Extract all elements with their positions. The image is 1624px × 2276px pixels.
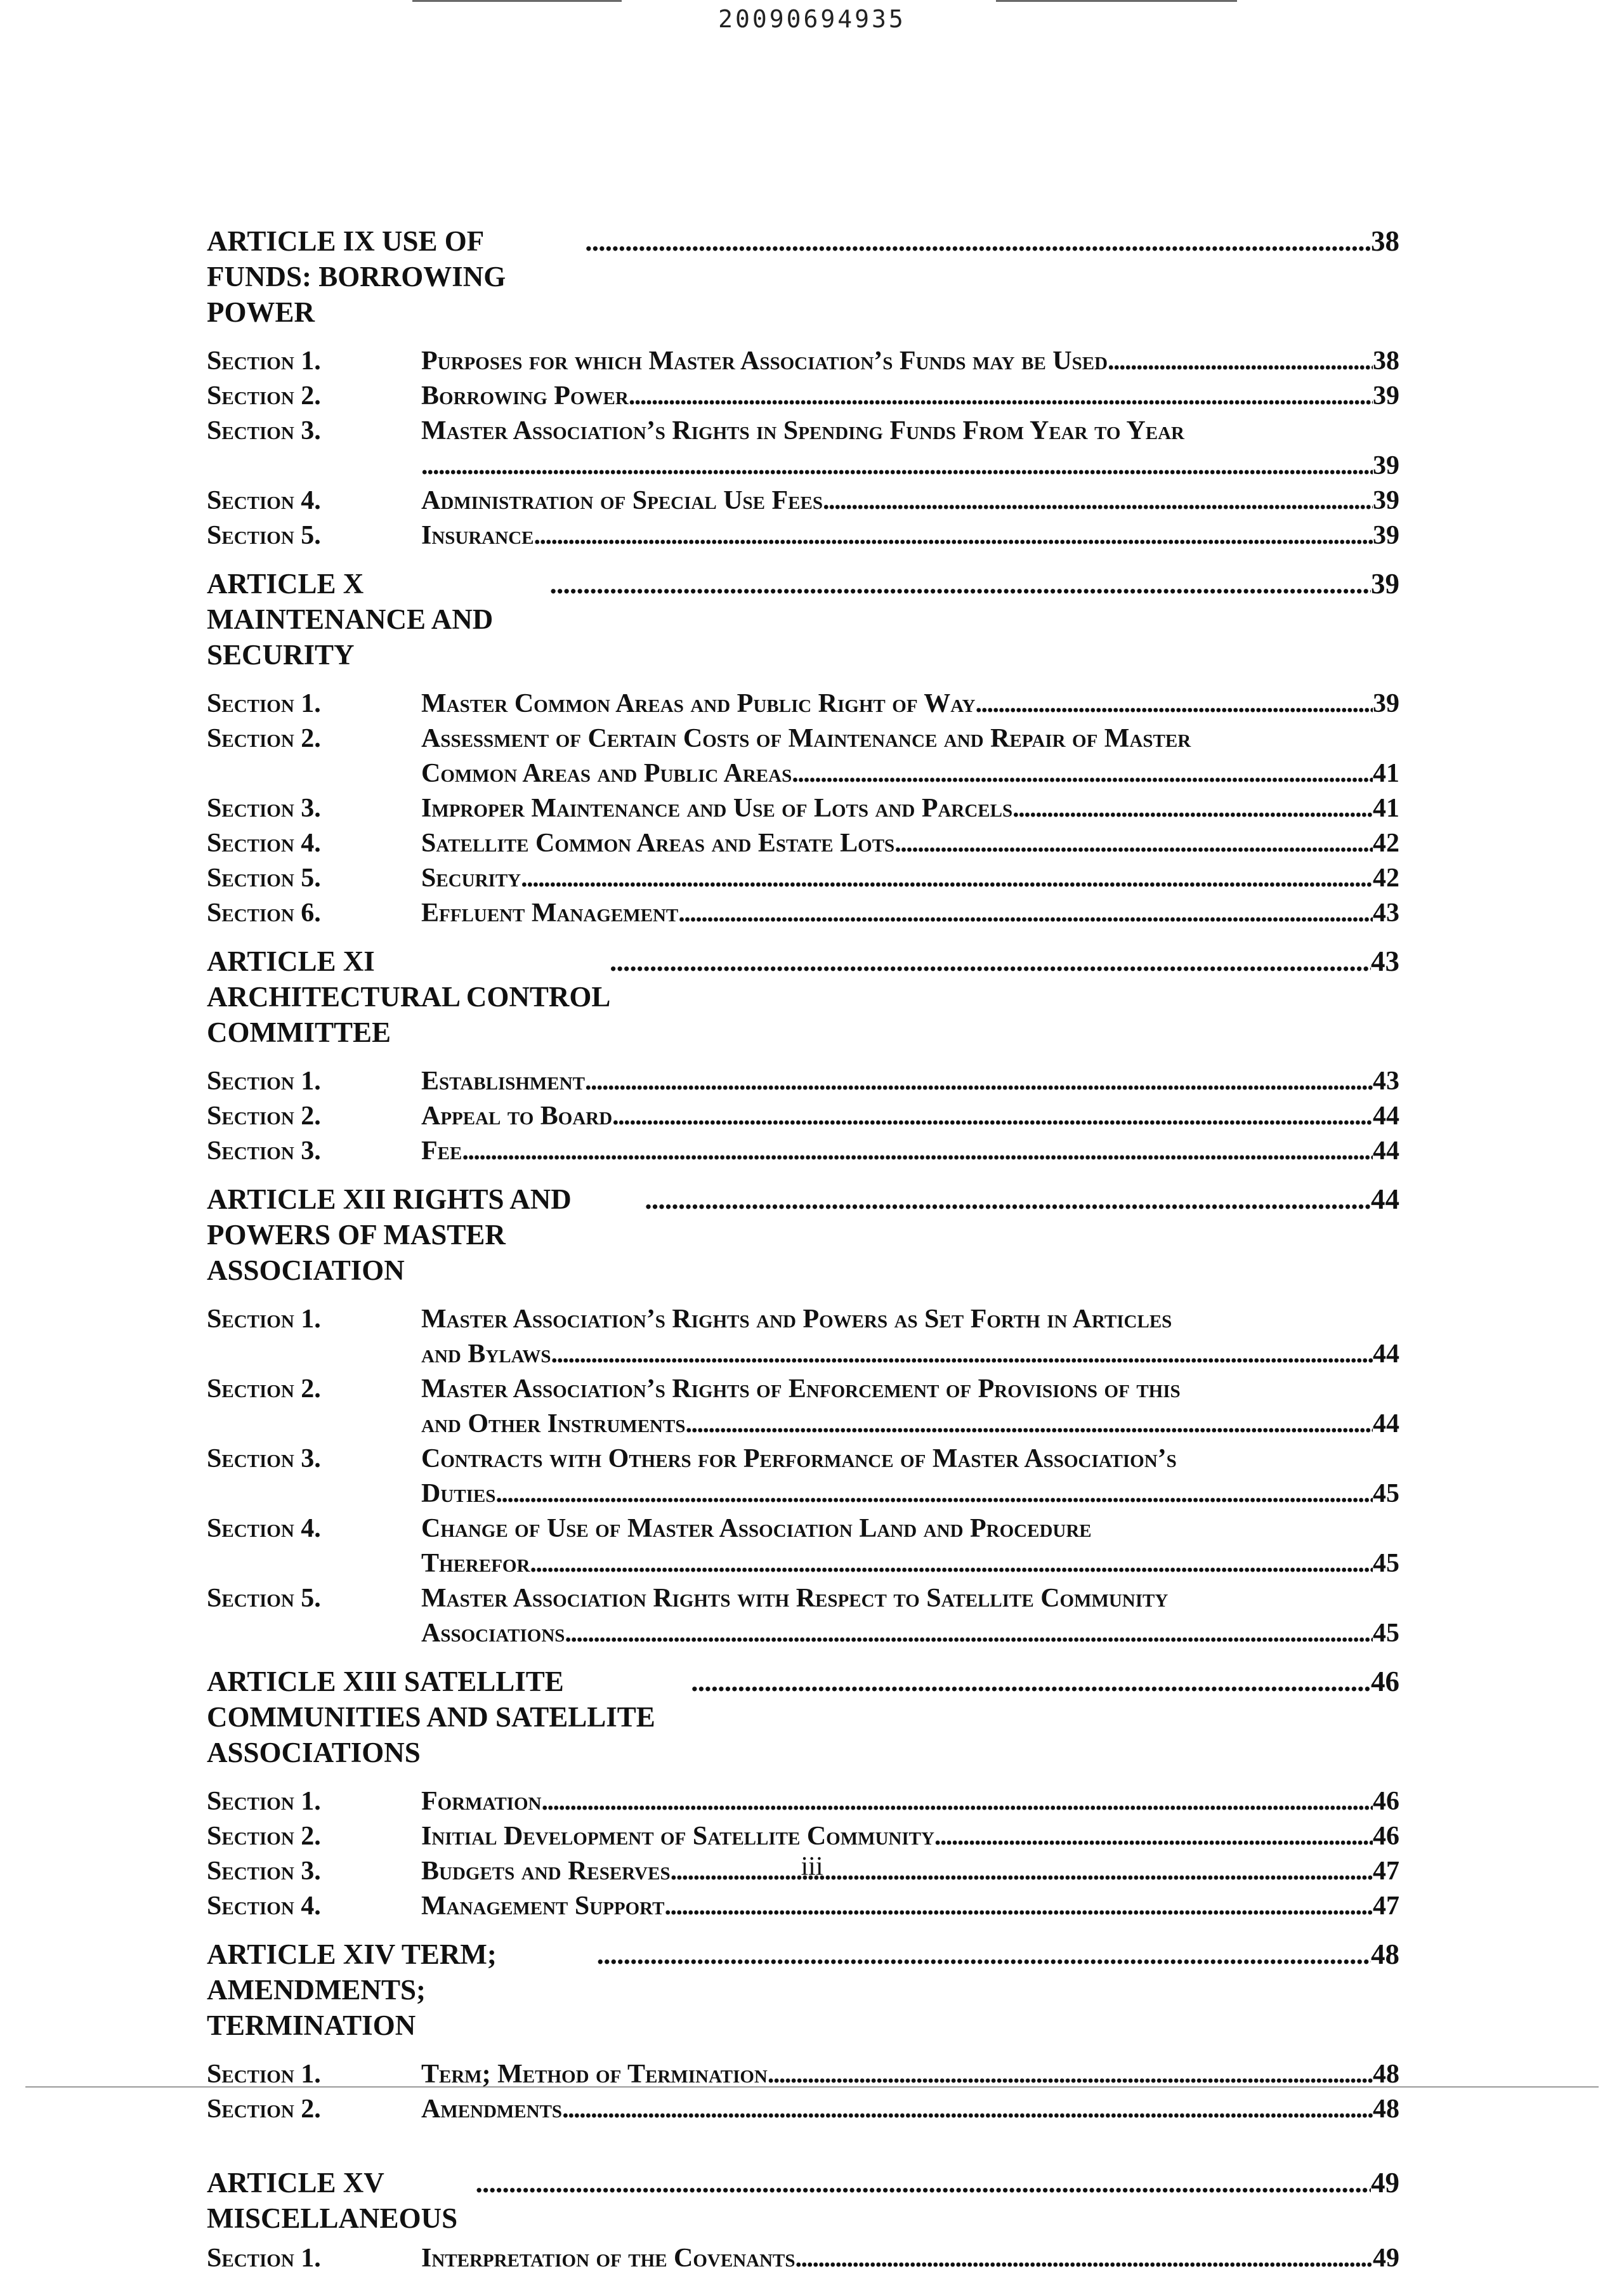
section-label: Section 3. bbox=[207, 794, 321, 823]
section-entry[interactable] bbox=[207, 1819, 1399, 1854]
section-entry[interactable] bbox=[207, 414, 1399, 483]
section-page: 46 bbox=[1373, 1787, 1399, 1816]
section-entry[interactable] bbox=[207, 721, 1399, 791]
section-title-text: Borrowing Power bbox=[421, 381, 629, 411]
section-title bbox=[421, 861, 1399, 896]
section-label: Section 1. bbox=[207, 1787, 321, 1816]
section-page: 45 bbox=[1373, 1619, 1399, 1648]
section-title-line bbox=[421, 1099, 1399, 1134]
section-label: Section 2. bbox=[207, 2095, 321, 2124]
section-page: 45 bbox=[1373, 1549, 1399, 1578]
section-title-line bbox=[421, 1546, 1399, 1581]
section-title-line: Assessment of Certain Costs of Maintenance and Repair of Master bbox=[421, 724, 1191, 753]
section-page: 41 bbox=[1373, 794, 1399, 823]
section-page: 43 bbox=[1373, 1067, 1399, 1096]
article-heading[interactable] bbox=[207, 2165, 1399, 2236]
section-page: 46 bbox=[1373, 1822, 1399, 1851]
section-entry[interactable] bbox=[207, 2092, 1399, 2127]
section-entry[interactable] bbox=[207, 861, 1399, 896]
dot-leader bbox=[462, 1134, 1373, 1169]
section-title-text: Amendments bbox=[421, 2095, 563, 2124]
section-title-line bbox=[421, 1616, 1399, 1651]
section-title bbox=[421, 1581, 1399, 1651]
section-title-text: Budgets and Reserves bbox=[421, 1857, 671, 1886]
dot-leader bbox=[562, 2092, 1373, 2127]
section-title bbox=[421, 483, 1399, 518]
section-label: Section 4. bbox=[207, 1891, 321, 1921]
article-page: 49 bbox=[1371, 2167, 1399, 2199]
section-title bbox=[421, 414, 1399, 483]
section-label: Section 5. bbox=[207, 521, 321, 550]
section-entry[interactable] bbox=[207, 1581, 1399, 1651]
section-title-line bbox=[421, 1064, 1399, 1099]
dot-leader bbox=[541, 1784, 1373, 1819]
article-title: ARTICLE XIV TERM; AMENDMENTS; TERMINATION bbox=[207, 1938, 497, 2041]
section-label: Section 4. bbox=[207, 486, 321, 515]
section-entry[interactable] bbox=[207, 1889, 1399, 1924]
section-title bbox=[421, 1372, 1399, 1442]
section-title-text: Initial Development of Satellite Community bbox=[421, 1822, 934, 1851]
section-title-line bbox=[421, 1819, 1399, 1854]
section-title-text: Duties bbox=[421, 1479, 496, 1508]
section-entry[interactable] bbox=[207, 1302, 1399, 1372]
section-title-line bbox=[421, 379, 1399, 414]
section-title-line: Master Association’s Rights and Powers as Set Forth in Articles bbox=[421, 1305, 1172, 1334]
section-page: 39 bbox=[1373, 689, 1399, 718]
article-page: 38 bbox=[1371, 225, 1399, 257]
article-page: 43 bbox=[1371, 945, 1399, 977]
section-page: 42 bbox=[1373, 864, 1399, 893]
section-title-text: Interpretation of the Covenants bbox=[421, 2244, 796, 2273]
section-entry[interactable] bbox=[207, 1442, 1399, 1511]
section-title-text: Insurance bbox=[421, 521, 534, 550]
dot-leader bbox=[534, 518, 1373, 553]
article-title: ARTICLE XIII SATELLITE COMMUNITIES AND SATELLITE ASSOCIATIONS bbox=[207, 1666, 655, 1768]
dot-leader bbox=[610, 944, 1371, 979]
section-label: Section 2. bbox=[207, 1374, 321, 1404]
article-title: ARTICLE XI ARCHITECTURAL CONTROL COMMITTEE bbox=[207, 945, 609, 1048]
section-title bbox=[421, 1784, 1399, 1819]
section-label: Section 3. bbox=[207, 1444, 321, 1473]
article-heading[interactable] bbox=[207, 1937, 1399, 2043]
dot-leader bbox=[550, 566, 1372, 602]
section-title-text: Effluent Management bbox=[421, 898, 679, 928]
section-title-text: Fee bbox=[421, 1136, 462, 1166]
table-of-contents bbox=[207, 223, 1399, 2276]
section-label: Section 3. bbox=[207, 416, 321, 445]
section-label: Section 1. bbox=[207, 346, 321, 376]
section-title-line bbox=[421, 1134, 1399, 1169]
section-page: 39 bbox=[1373, 381, 1399, 411]
section-title-text: Appeal to Board bbox=[421, 1102, 613, 1131]
section-label: Section 4. bbox=[207, 1514, 321, 1543]
section-title-line: Master Association’s Rights in Spending Funds From Year to Year bbox=[421, 416, 1184, 445]
section-title-line bbox=[421, 2241, 1399, 2276]
dot-leader bbox=[678, 896, 1373, 931]
section-title-text: and Bylaws bbox=[421, 1339, 551, 1369]
dot-leader bbox=[792, 756, 1373, 791]
section-title-text: Administration of Special Use Fees bbox=[421, 486, 823, 515]
article-heading[interactable] bbox=[207, 566, 1399, 673]
section-entry[interactable] bbox=[207, 1372, 1399, 1442]
dot-leader bbox=[1012, 791, 1373, 826]
section-title-line: Contracts with Others for Performance of Master Association’s bbox=[421, 1444, 1177, 1473]
section-label: Section 3. bbox=[207, 1136, 321, 1166]
section-title bbox=[421, 1064, 1399, 1099]
section-page: 39 bbox=[1373, 521, 1399, 550]
article-heading[interactable] bbox=[207, 1181, 1399, 1288]
scan-rule-top-left bbox=[412, 0, 622, 2]
article-heading[interactable] bbox=[207, 1664, 1399, 1770]
section-page: 47 bbox=[1373, 1857, 1399, 1886]
article-title: ARTICLE XII RIGHTS AND POWERS OF MASTER ASSOCIATION bbox=[207, 1183, 572, 1286]
dot-leader bbox=[612, 1099, 1373, 1134]
section-title-line bbox=[421, 1337, 1399, 1372]
section-title-line bbox=[421, 483, 1399, 518]
section-title-text: Security bbox=[421, 864, 521, 893]
section-title bbox=[421, 1819, 1399, 1854]
article-title: ARTICLE IX USE OF FUNDS: BORROWING POWER bbox=[207, 225, 506, 328]
section-entry[interactable] bbox=[207, 791, 1399, 826]
dot-leader bbox=[521, 861, 1373, 896]
section-title-line bbox=[421, 2057, 1399, 2092]
dot-leader bbox=[894, 826, 1373, 861]
section-page: 43 bbox=[1373, 898, 1399, 928]
article-heading[interactable] bbox=[207, 223, 1399, 330]
dot-leader bbox=[1108, 344, 1373, 379]
section-title bbox=[421, 379, 1399, 414]
section-title-text: Common Areas and Public Areas bbox=[421, 759, 792, 788]
section-label: Section 2. bbox=[207, 381, 321, 411]
dot-leader bbox=[823, 483, 1373, 518]
section-title bbox=[421, 2092, 1399, 2127]
dot-leader bbox=[421, 449, 1373, 483]
section-entry[interactable] bbox=[207, 483, 1399, 518]
section-title bbox=[421, 826, 1399, 861]
section-title-text: Formation bbox=[421, 1787, 542, 1816]
section-title-text: Term; Method of Termination bbox=[421, 2060, 768, 2089]
section-title bbox=[421, 1134, 1399, 1169]
section-page: 44 bbox=[1373, 1136, 1399, 1166]
section-entry[interactable] bbox=[207, 826, 1399, 861]
article-page: 39 bbox=[1371, 568, 1399, 600]
section-title-line bbox=[421, 861, 1399, 896]
dot-leader bbox=[934, 1819, 1373, 1854]
dot-leader bbox=[691, 1664, 1371, 1699]
article-page: 46 bbox=[1371, 1666, 1399, 1697]
dot-leader bbox=[685, 1407, 1373, 1442]
section-title-line bbox=[421, 687, 1399, 721]
section-page: 39 bbox=[1373, 451, 1399, 480]
scan-rule-top-right bbox=[996, 0, 1237, 2]
dot-leader bbox=[585, 223, 1371, 259]
section-title-line bbox=[421, 518, 1399, 553]
section-entry[interactable] bbox=[207, 2057, 1399, 2092]
section-label: Section 2. bbox=[207, 724, 321, 753]
section-title-text: and Other Instruments bbox=[421, 1409, 686, 1438]
section-page: 47 bbox=[1373, 1891, 1399, 1921]
section-title-line bbox=[421, 1889, 1399, 1924]
dot-leader bbox=[551, 1337, 1373, 1372]
section-title-text: Associations bbox=[421, 1619, 565, 1648]
section-title-line: Change of Use of Master Association Land and Procedure bbox=[421, 1514, 1092, 1543]
dot-leader bbox=[664, 1889, 1373, 1924]
section-title bbox=[421, 1302, 1399, 1372]
section-page: 48 bbox=[1373, 2095, 1399, 2124]
section-entry[interactable] bbox=[207, 1064, 1399, 1099]
article-page: 44 bbox=[1371, 1183, 1399, 1215]
article-title: ARTICLE XV MISCELLANEOUS bbox=[207, 2167, 458, 2234]
section-title-line: Master Association’s Rights of Enforcement of Provisions of this bbox=[421, 1374, 1181, 1404]
section-entry[interactable] bbox=[207, 1784, 1399, 1819]
section-entry[interactable] bbox=[207, 379, 1399, 414]
section-title-text: Improper Maintenance and Use of Lots and Parcels bbox=[421, 794, 1013, 823]
section-entry[interactable] bbox=[207, 1511, 1399, 1581]
section-title-text: Master Common Areas and Public Right of Way bbox=[421, 689, 976, 718]
section-title bbox=[421, 1442, 1399, 1511]
dot-leader bbox=[645, 1181, 1371, 1217]
dot-leader bbox=[796, 2241, 1373, 2276]
section-title-line bbox=[421, 826, 1399, 861]
section-title bbox=[421, 896, 1399, 931]
dot-leader bbox=[597, 1937, 1371, 1972]
section-title-text: Establishment bbox=[421, 1067, 585, 1096]
section-title bbox=[421, 687, 1399, 721]
dot-leader bbox=[476, 2165, 1371, 2200]
section-label: Section 4. bbox=[207, 829, 321, 858]
dot-leader bbox=[976, 687, 1373, 721]
section-entry[interactable] bbox=[207, 2241, 1399, 2276]
section-page: 44 bbox=[1373, 1339, 1399, 1369]
dot-leader bbox=[768, 2057, 1373, 2092]
section-label: Section 6. bbox=[207, 898, 321, 928]
section-title-line bbox=[421, 896, 1399, 931]
section-page: 38 bbox=[1373, 346, 1399, 376]
section-label: Section 1. bbox=[207, 2244, 321, 2273]
section-title bbox=[421, 1099, 1399, 1134]
section-title-line bbox=[421, 449, 1399, 483]
section-title-line bbox=[421, 1407, 1399, 1442]
section-page: 45 bbox=[1373, 1479, 1399, 1508]
section-page: 49 bbox=[1373, 2244, 1399, 2273]
section-label: Section 1. bbox=[207, 689, 321, 718]
section-title bbox=[421, 2057, 1399, 2092]
section-title bbox=[421, 1511, 1399, 1581]
section-label: Section 2. bbox=[207, 1102, 321, 1131]
article-title: ARTICLE X MAINTENANCE AND SECURITY bbox=[207, 568, 494, 671]
section-page: 44 bbox=[1373, 1102, 1399, 1131]
section-title-text: Therefor bbox=[421, 1549, 530, 1578]
section-entry[interactable] bbox=[207, 344, 1399, 379]
section-label: Section 2. bbox=[207, 1822, 321, 1851]
dot-leader bbox=[565, 1616, 1373, 1651]
section-label: Section 1. bbox=[207, 1305, 321, 1334]
section-title-text: Purposes for which Master Association’s Funds may be Used bbox=[421, 346, 1108, 376]
section-label: Section 5. bbox=[207, 864, 321, 893]
page-number: iii bbox=[801, 1852, 823, 1881]
section-entry[interactable] bbox=[207, 1099, 1399, 1134]
section-title bbox=[421, 1889, 1399, 1924]
dot-leader bbox=[495, 1477, 1373, 1511]
section-title-line bbox=[421, 756, 1399, 791]
section-title-line bbox=[421, 344, 1399, 379]
dot-leader bbox=[585, 1064, 1373, 1099]
section-title-text: Satellite Common Areas and Estate Lots bbox=[421, 829, 895, 858]
section-title-line bbox=[421, 791, 1399, 826]
section-page: 41 bbox=[1373, 759, 1399, 788]
section-entry[interactable] bbox=[207, 687, 1399, 721]
section-title-text: Management Support bbox=[421, 1891, 665, 1921]
section-label: Section 3. bbox=[207, 1857, 321, 1886]
section-title-line: Master Association Rights with Respect to Satellite Community bbox=[421, 1584, 1169, 1613]
document-number: 20090694935 bbox=[718, 5, 906, 33]
article-page: 48 bbox=[1371, 1938, 1399, 1970]
section-label: Section 1. bbox=[207, 2060, 321, 2089]
section-page: 42 bbox=[1373, 829, 1399, 858]
section-entry[interactable] bbox=[207, 518, 1399, 553]
section-entry[interactable] bbox=[207, 1134, 1399, 1169]
section-entry[interactable] bbox=[207, 896, 1399, 931]
section-page: 48 bbox=[1373, 2060, 1399, 2089]
section-title-line bbox=[421, 1477, 1399, 1511]
article-heading[interactable] bbox=[207, 944, 1399, 1050]
section-title bbox=[421, 791, 1399, 826]
dot-leader bbox=[629, 379, 1373, 414]
section-title-line bbox=[421, 2092, 1399, 2127]
dot-leader bbox=[530, 1546, 1373, 1581]
section-title bbox=[421, 2241, 1399, 2276]
section-label: Section 5. bbox=[207, 1584, 321, 1613]
section-label: Section 1. bbox=[207, 1067, 321, 1096]
section-title bbox=[421, 721, 1399, 791]
section-page: 44 bbox=[1373, 1409, 1399, 1438]
section-title bbox=[421, 518, 1399, 553]
section-title bbox=[421, 344, 1399, 379]
section-title-line bbox=[421, 1784, 1399, 1819]
section-page: 39 bbox=[1373, 486, 1399, 515]
